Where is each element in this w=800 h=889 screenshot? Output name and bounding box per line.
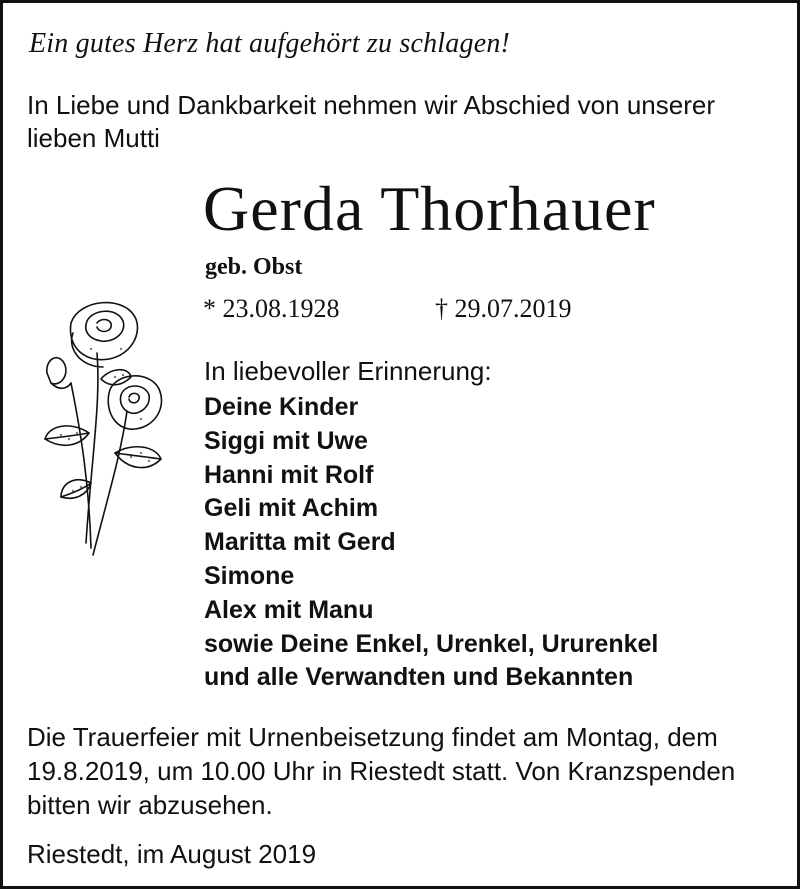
motto: Ein gutes Herz hat aufgehört zu schlagen! [29,28,511,59]
mourner-line: Siggi mit Uwe [204,426,368,455]
mourners-list [204,391,658,695]
mourner-line: Alex mit Manu [204,595,374,624]
mourner-line: sowie Deine Enkel, Urenkel, Ururenkel [204,629,659,658]
rose-icon [31,293,171,563]
mourner-line: Geli mit Achim [204,494,379,523]
deceased-name: Gerda Thorhauer [203,173,656,244]
birth-date: * 23.08.1928 [203,294,340,323]
intro-text: In Liebe und Dankbarkeit nehmen wir Abschied von unserer lieben Mutti [27,90,715,153]
mourner-line: und alle Verwandten und Bekannten [204,663,634,692]
place-and-date: Riestedt, im August 2019 [27,839,317,869]
memory-heading: In liebevoller Erinnerung: [204,356,492,386]
service-info: Die Trauerfeier mit Urnenbeisetzung findet am Montag, dem 19.8.2019, um 10.00 Uhr in Riestedt statt. Von Kranzspenden bitten wir abzusehen. [27,722,736,820]
mourner-line: Maritta mit Gerd [204,528,396,557]
mourner-line: Simone [204,561,295,590]
maiden-name: geb. Obst [205,254,303,280]
mourner-line: Hanni mit Rolf [204,460,374,489]
mourner-line: Deine Kinder [204,393,359,421]
death-date: † 29.07.2019 [435,294,572,323]
